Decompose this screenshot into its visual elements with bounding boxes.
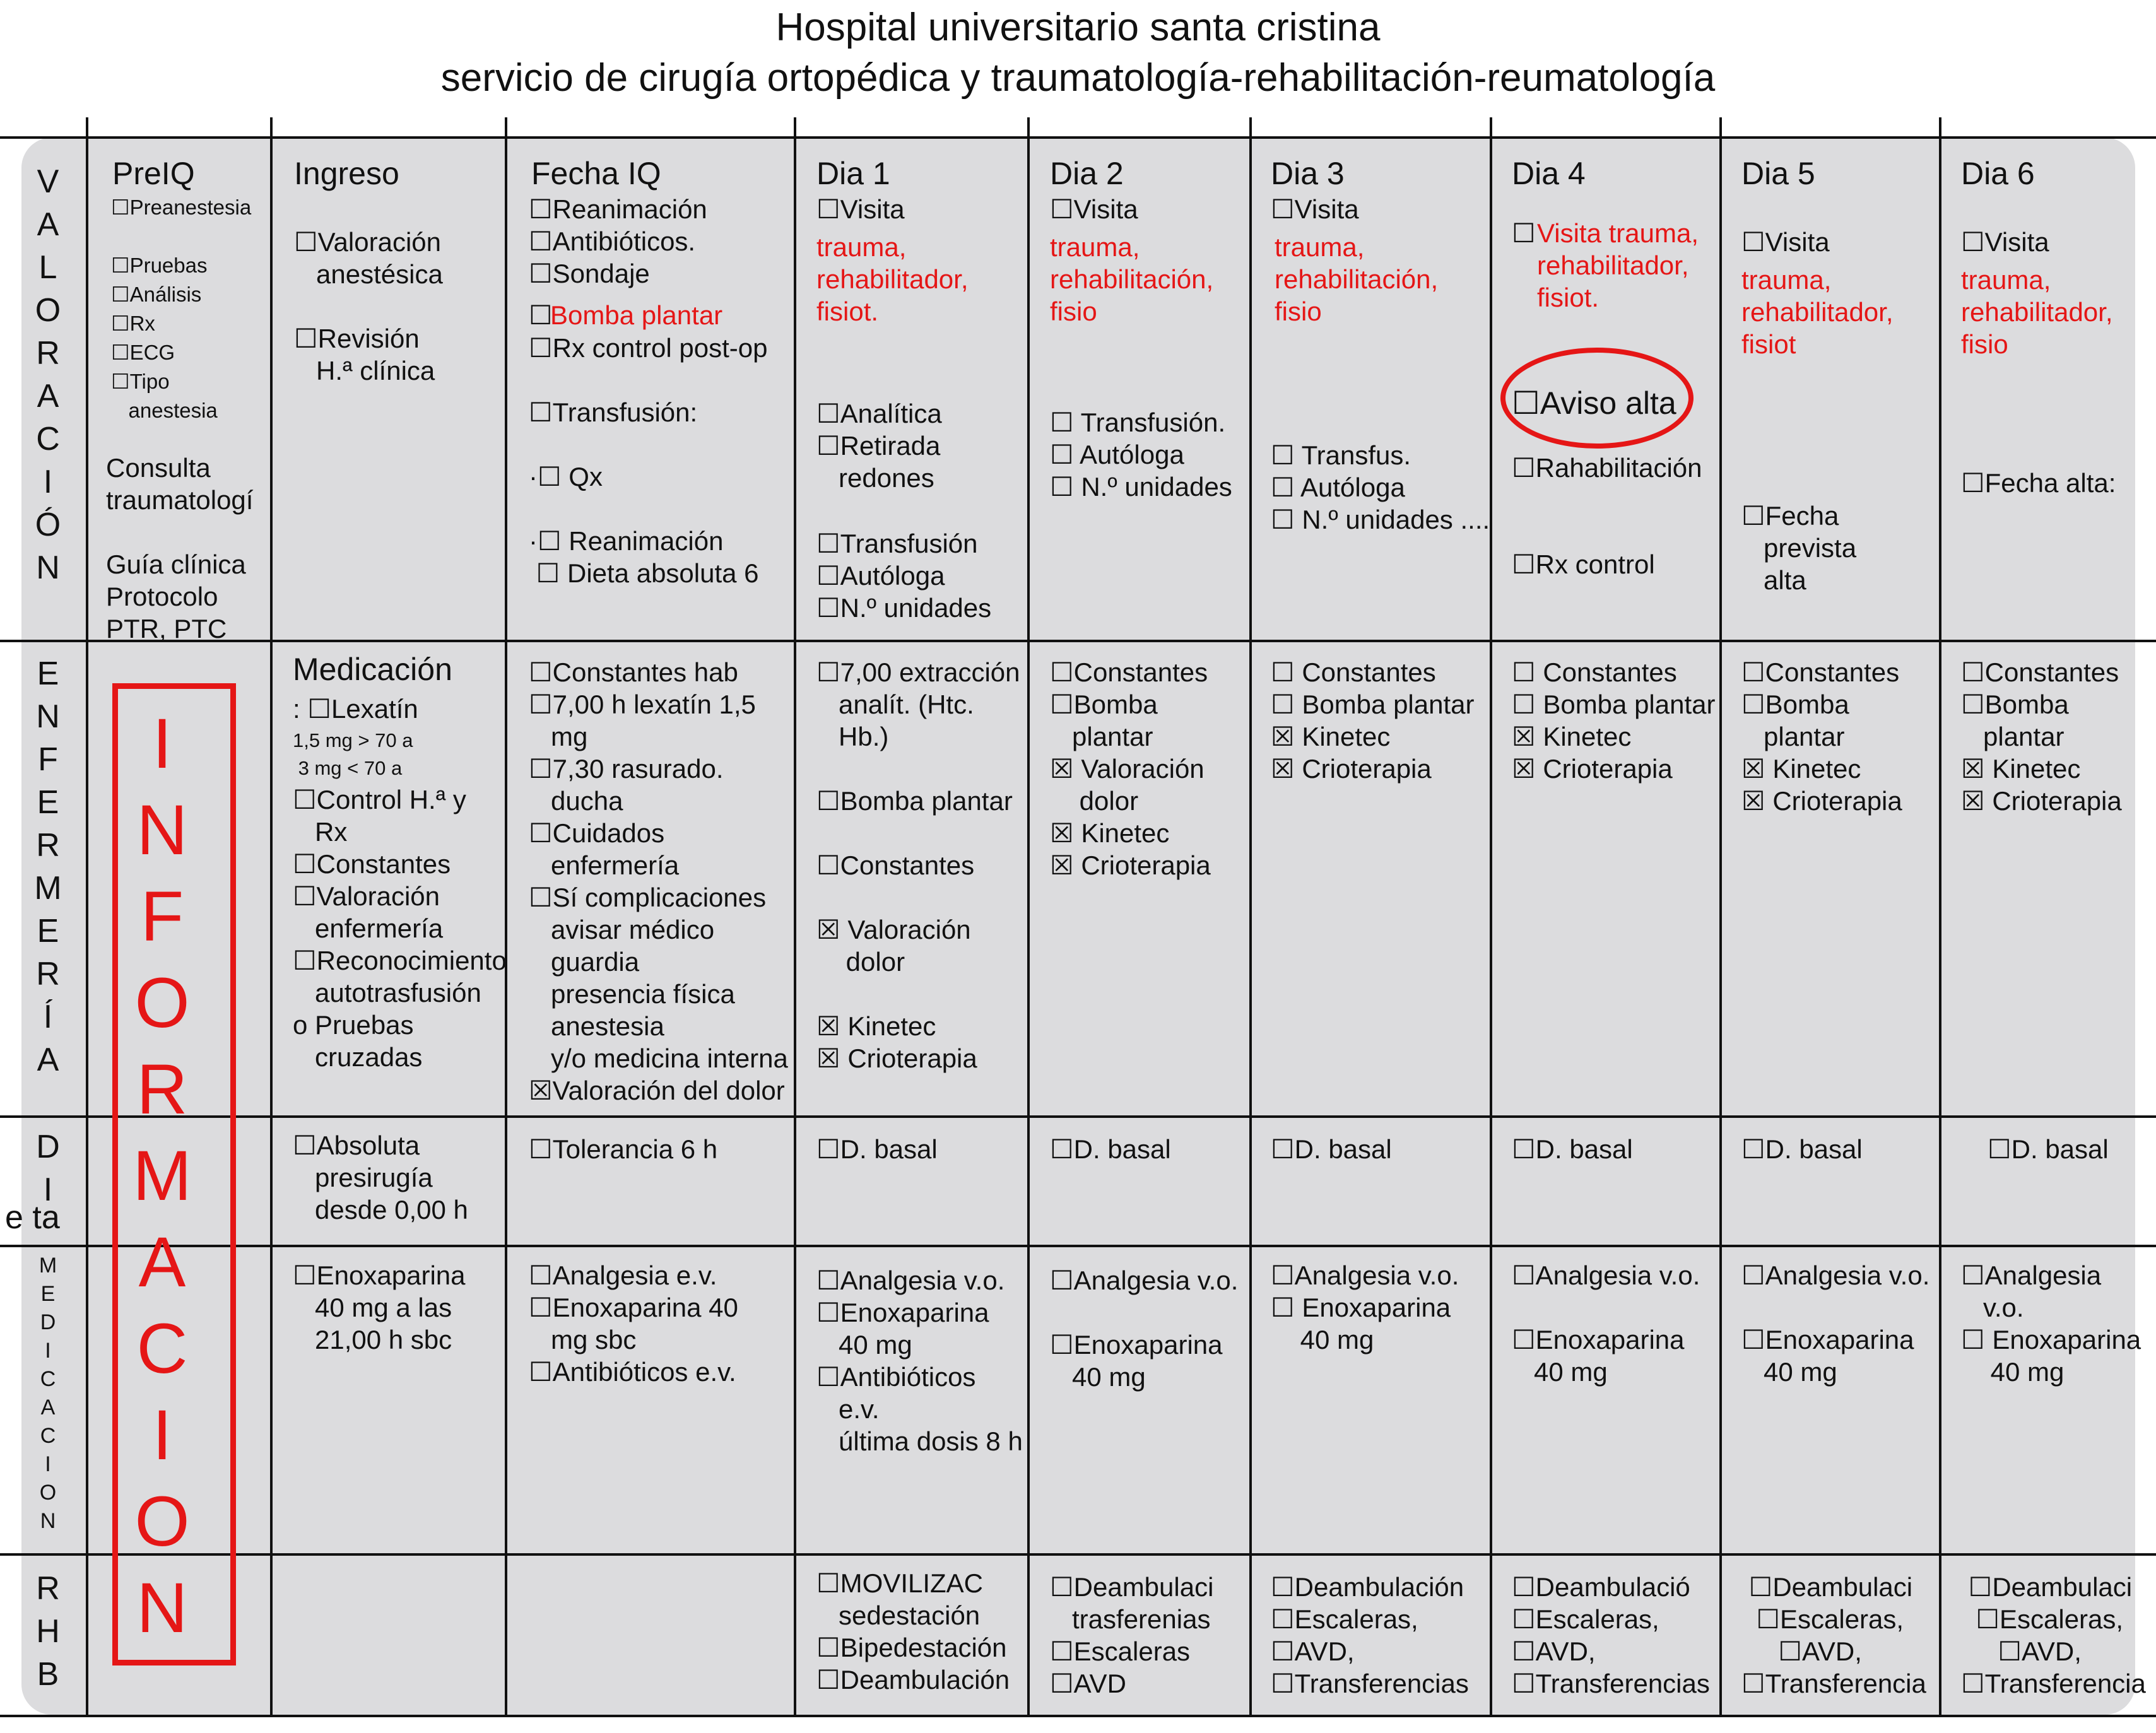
valoracion-preiq-notes: Consulta traumatologí Guía clínica Protocolo PTR, PTC (106, 453, 254, 643)
valoracion-dia2-visita: ☐Visita (1050, 194, 1138, 224)
dieta-ingreso: ☐Absoluta presirugía desde 0,00 h (293, 1131, 468, 1225)
col-header-dia-6: Dia 6 (1961, 156, 2035, 191)
valoracion-fechaiq-b: ☐Rx control post-op ☐Transfusión: ·☐ Qx ·☐ Reanimación ☐ Dieta absoluta 6 (529, 333, 768, 588)
col-header-ingreso: Ingreso (294, 156, 399, 191)
col-header-dia-4: Dia 4 (1512, 156, 1586, 191)
valoracion-fechaiq-bomba-plantar: Bomba plantar (550, 300, 723, 330)
col-header-dia-5: Dia 5 (1741, 156, 1815, 191)
page-subtitle: servicio de cirugía ortopédica y traumatología-rehabilitación-reumatología (440, 56, 1716, 100)
rhb-dia1: ☐MOVILIZAC sedestación ☐Bipedestación ☐Deambulación (816, 1568, 1010, 1695)
row-label-medicacion: M E D I C A C I O N (38, 1254, 57, 1533)
enfermeria-ingreso-dose: 1,5 mg > 70 a 3 mg < 70 a (293, 729, 413, 779)
rhb-dia4: ☐Deambulació ☐Escaleras, ☐AVD, ☐Transferencias (1512, 1572, 1710, 1698)
valoracion-dia3-visita: ☐Visita (1271, 194, 1359, 224)
col-header-fecha-iq: Fecha IQ (531, 156, 661, 191)
dieta-fechaiq: ☐Tolerancia 6 h (529, 1134, 718, 1164)
enfermeria-dia5: ☐Constantes ☐Bomba plantar ☒ Kinetec ☒ Crioterapia (1741, 657, 1902, 816)
valoracion-dia2-team: trauma, rehabilitación, fisio (1050, 232, 1214, 326)
valoracion-dia1-c: ☐Transfusión ☐Autóloga ☐N.º unidades (816, 529, 992, 623)
aviso-alta-highlight-circle (1500, 348, 1694, 449)
row-label-enfermeria: E N F E R M E R Í A (34, 655, 62, 1078)
valoracion-dia5-team: trauma, rehabilitador, fisiot (1741, 265, 1894, 359)
medicacion-dia4: ☐Analgesia v.o. ☐Enoxaparina 40 mg (1512, 1260, 1700, 1387)
valoracion-dia3-b: ☐ Transfus. ☐ Autóloga ☐ N.º unidades .... (1271, 440, 1490, 534)
valoracion-dia2-b: ☐ Transfusión. ☐ Autóloga ☐ N.º unidades (1050, 408, 1232, 502)
valoracion-fechaiq-a: ☐Reanimación ☐Antibióticos. ☐Sondaje (529, 194, 707, 288)
medicacion-dia2: ☐Analgesia v.o. ☐Enoxaparina 40 mg (1050, 1266, 1239, 1392)
medicacion-dia6: ☐Analgesia v.o. ☐ Enoxaparina 40 mg (1961, 1260, 2141, 1387)
valoracion-ingreso: ☐Valoración anestésica ☐Revisión H.ª clínica (294, 227, 443, 385)
enfermeria-ingreso-b: ☐Control H.ª y Rx ☐Constantes ☐Valoración enfermería ☐Reconocimiento autotrasfusión o Pruebas cruzadas (293, 785, 507, 1072)
valoracion-dia6-team: trauma, rehabilitador, fisio (1961, 265, 2113, 359)
valoracion-dia4-team: Visita trauma, rehabilitador, fisiot. (1537, 218, 1699, 312)
enfermeria-dia2: ☐Constantes ☐Bomba plantar ☒ Valoración dolor ☒ Kinetec ☒ Crioterapia (1050, 657, 1211, 880)
valoracion-dia6-visita: ☐Visita (1961, 227, 2049, 257)
valoracion-dia1-visita: ☐Visita (816, 194, 905, 224)
valoracion-dia4-b: ☐Rahabilitación ☐Rx control (1512, 453, 1702, 579)
rhb-dia5: ☐Deambulaci ☐Escaleras, ☐AVD, ☐Transferencia (1741, 1572, 1926, 1698)
rhb-dia6: ☐Deambulaci ☐Escaleras, ☐AVD, ☐Transferencia (1961, 1572, 2146, 1698)
medicacion-dia3: ☐Analgesia v.o. ☐ Enoxaparina 40 mg (1271, 1260, 1459, 1354)
rhb-dia3: ☐Deambulación ☐Escaleras, ☐AVD, ☐Transferencias (1271, 1572, 1469, 1698)
dieta-dia1: ☐D. basal (816, 1134, 938, 1164)
valoracion-dia5-b: ☐Fecha prevista alta (1741, 501, 1857, 595)
row-label-dieta: D I (36, 1129, 60, 1208)
col-header-dia-1: Dia 1 (816, 156, 890, 191)
dieta-dia6: ☐D. basal (1988, 1134, 2109, 1164)
valoracion-dia1-b: ☐Analítica ☐Retirada redones (816, 399, 942, 493)
valoracion-fechaiq-bomba-box: ☐ (529, 300, 553, 330)
medicacion-dia5: ☐Analgesia v.o. ☐Enoxaparina 40 mg (1741, 1260, 1930, 1387)
dieta-dia5: ☐D. basal (1741, 1134, 1863, 1164)
dieta-dia4: ☐D. basal (1512, 1134, 1633, 1164)
col-header-dia-2: Dia 2 (1050, 156, 1124, 191)
enfermeria-dia1: ☐7,00 extracción analít. (Htc. Hb.) ☐Bomba plantar ☐Constantes ☒ Valoración dolor ☒ Kinetec ☒ Crioterapia (816, 657, 1020, 1073)
enfermeria-dia6: ☐Constantes ☐Bomba plantar ☒ Kinetec ☒ Crioterapia (1961, 657, 2122, 816)
enfermeria-dia4: ☐ Constantes ☐ Bomba plantar ☒ Kinetec ☒ Crioterapia (1512, 657, 1716, 784)
dieta-dia2: ☐D. basal (1050, 1134, 1171, 1164)
page-title: Hospital universitario santa cristina (775, 6, 1381, 49)
row-label-valoracion: V A L O R A C I Ó N (35, 163, 61, 586)
col-header-preiq: PreIQ (112, 156, 195, 191)
col-header-dia-3: Dia 3 (1271, 156, 1345, 191)
information-vertical-label: I N F O R M A C I O N (133, 704, 192, 1647)
medicacion-ingreso: ☐Enoxaparina 40 mg a las 21,00 h sbc (293, 1260, 466, 1354)
valoracion-dia3-team: trauma, rehabilitación, fisio (1275, 232, 1439, 326)
valoracion-dia1-team: trauma, rehabilitador, fisiot. (816, 232, 969, 326)
valoracion-dia4-box: ☐ (1512, 218, 1536, 248)
valoracion-dia5-visita: ☐Visita (1741, 227, 1830, 257)
valoracion-dia6-b: ☐Fecha alta: (1961, 468, 2116, 498)
rhb-dia2: ☐Deambulaci trasferenias ☐Escaleras ☐AVD (1050, 1572, 1214, 1698)
dieta-dia3: ☐D. basal (1271, 1134, 1392, 1164)
enfermeria-ingreso-title: Medicación (293, 652, 452, 687)
enfermeria-dia3: ☐ Constantes ☐ Bomba plantar ☒ Kinetec ☒ Crioterapia (1271, 657, 1475, 784)
enfermeria-ingreso-lexatin: : ☐Lexatín (293, 694, 418, 724)
row-label-rhb: R H B (36, 1570, 60, 1693)
row-label-dieta-tail: e ta (5, 1199, 60, 1236)
enfermeria-fechaiq: ☐Constantes hab ☐7,00 h lexatín 1,5 mg ☐7,30 rasurado. ducha ☐Cuidados enfermería ☐Sí complicaciones avisar médico guardia presencia física anestesia y/o medicina interna ☒Valoración del dolor (529, 657, 788, 1105)
valoracion-dia4-aviso-alta: ☐Aviso alta (1512, 385, 1676, 421)
medicacion-dia1: ☐Analgesia v.o. ☐Enoxaparina 40 mg ☐Antibióticos e.v. última dosis 8 h (816, 1266, 1023, 1456)
valoracion-preiq-checklist: ☐Preanestesia ☐Pruebas ☐Análisis ☐Rx ☐ECG ☐Tipo anestesia (111, 196, 252, 422)
medicacion-fechaiq: ☐Analgesia e.v. ☐Enoxaparina 40 mg sbc ☐Antibióticos e.v. (529, 1260, 738, 1387)
